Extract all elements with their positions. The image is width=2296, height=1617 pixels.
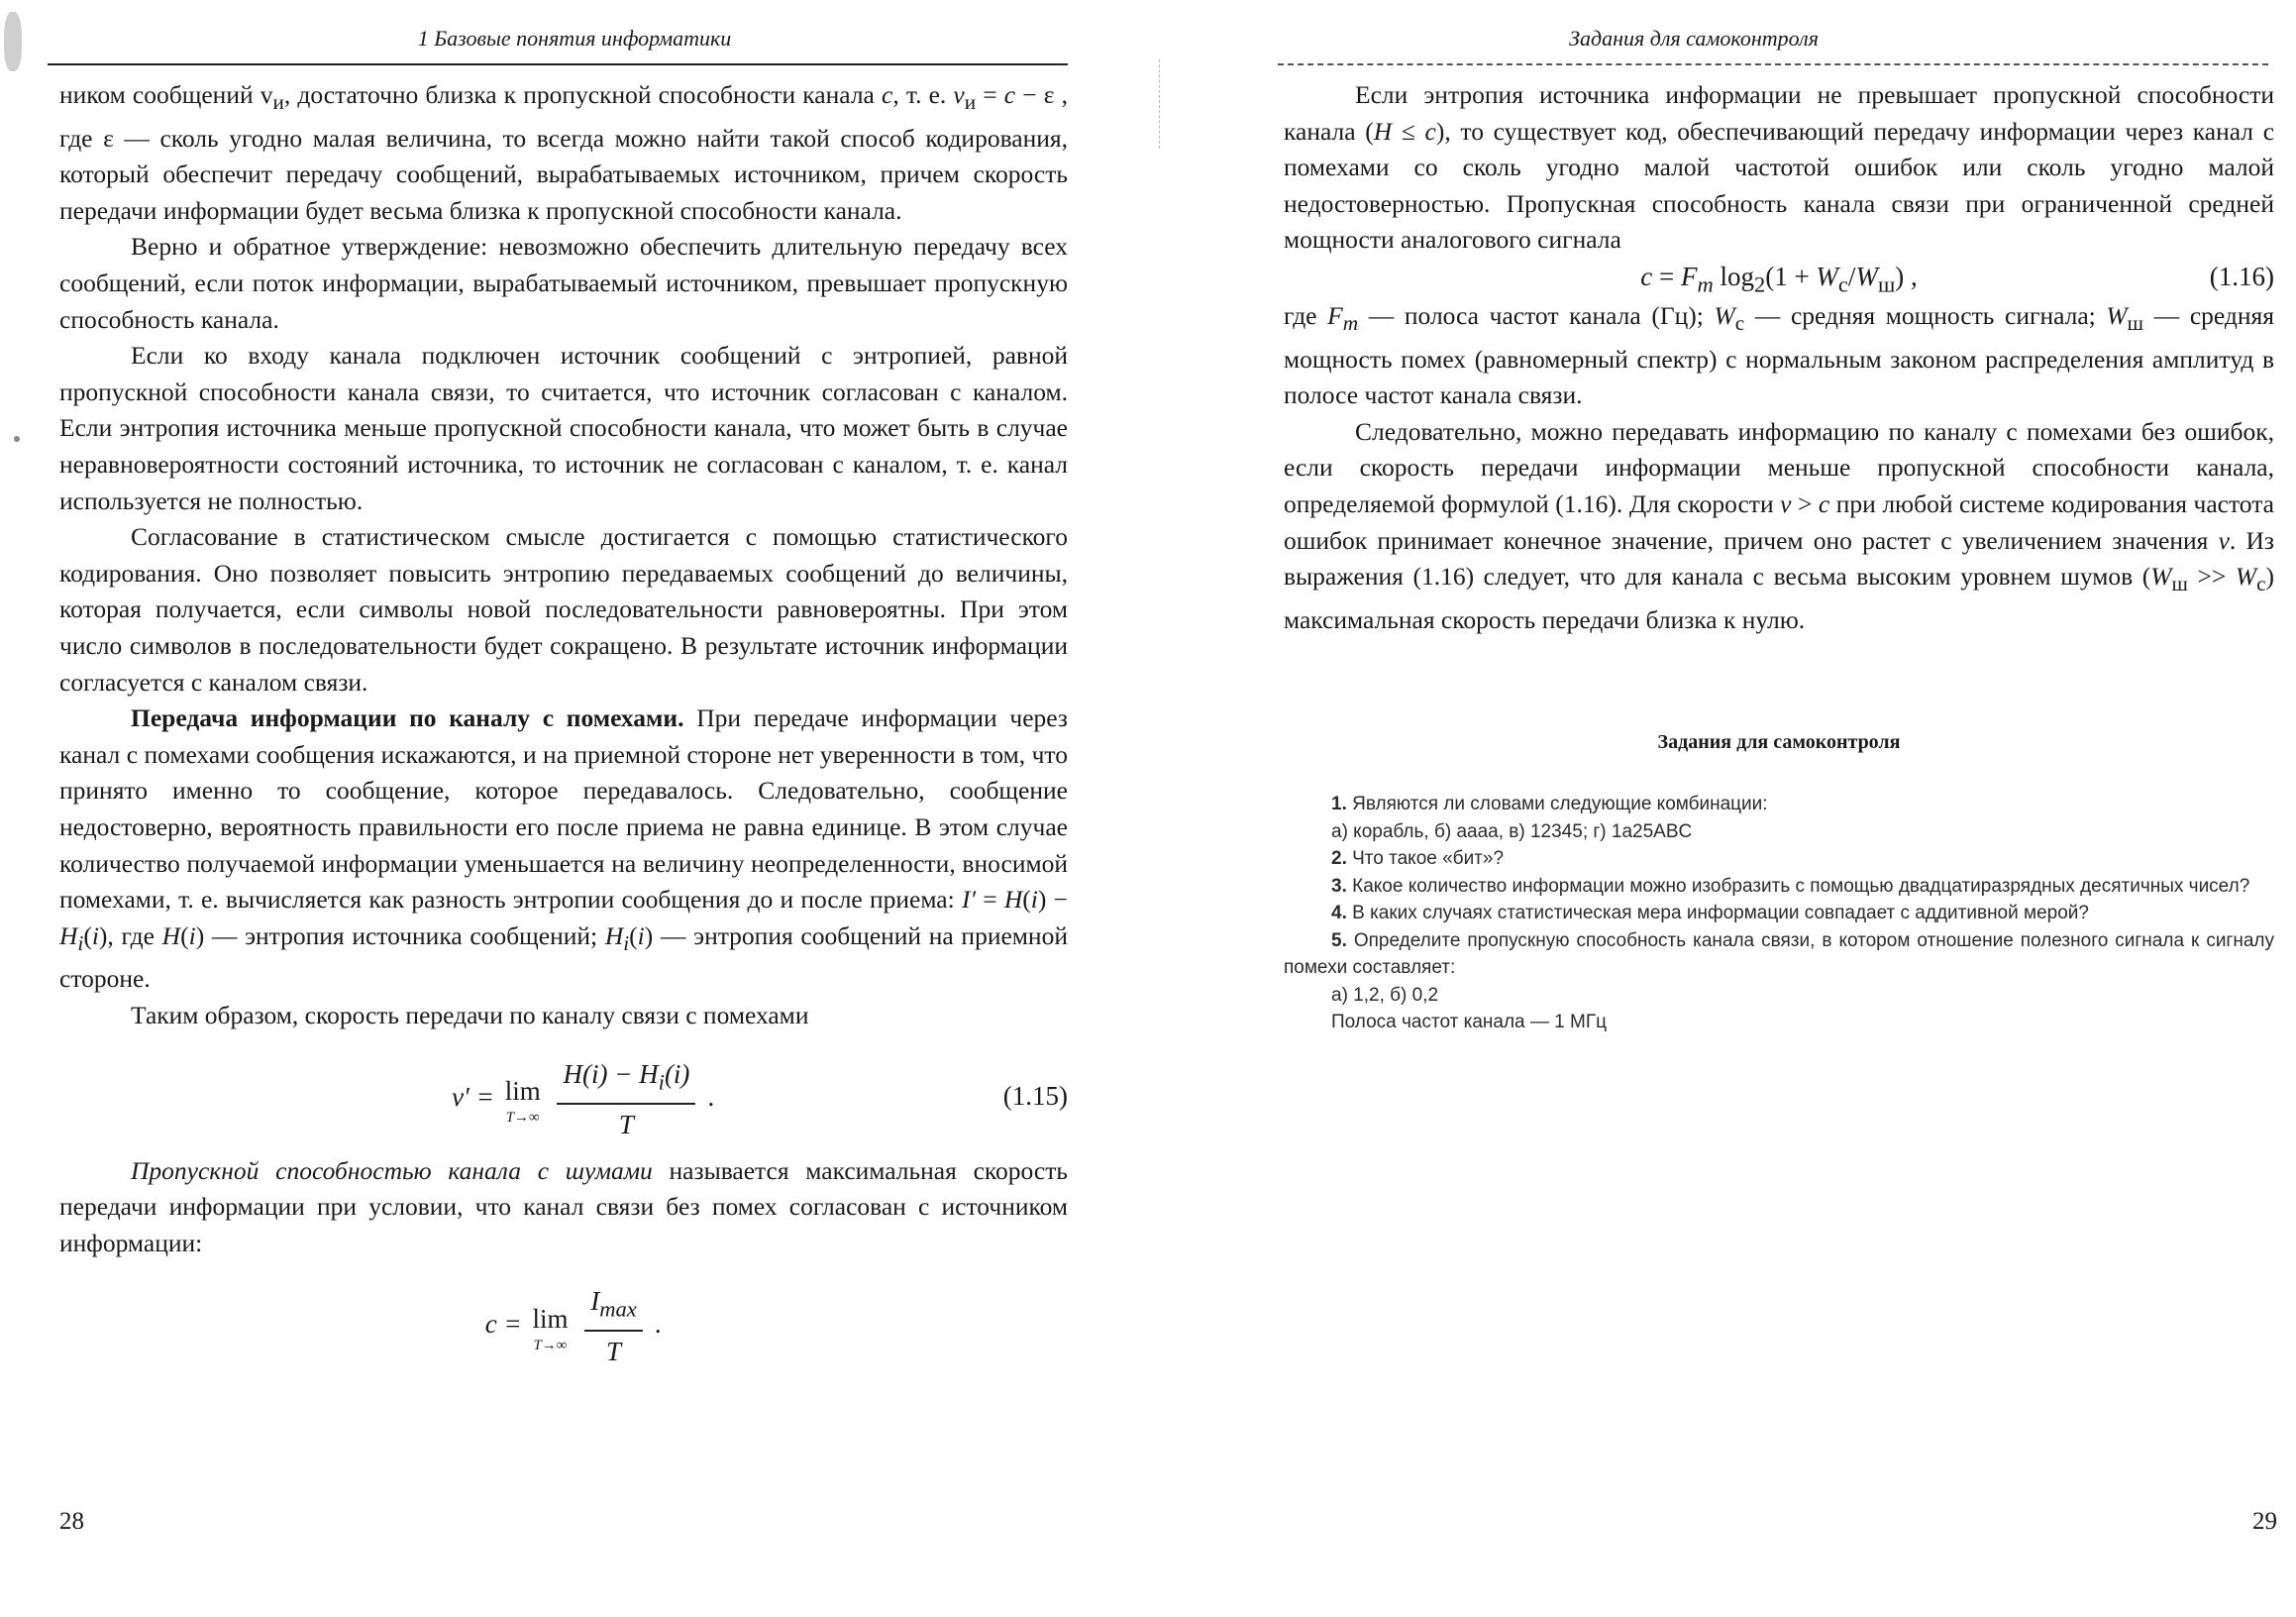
- header-rule-left: [48, 63, 1068, 65]
- right-page: [1149, 0, 2296, 1617]
- left-paragraph-3: Если ко входу канала подключен источник сообщений с энтропией, равной пропускной способности канала связи, то считается, что источник согласован с каналом. Если энтропия источника меньше пропускной способности канала, что может быть в случае неравновероятности состояний источника, то источник не согласован с каналом, т. е. канал используется не полностью.: [59, 341, 1068, 515]
- formula-1-16-expression: $c = F_m$ $\log_2(1 + W_с/W_ш)$ ,: [1640, 261, 1918, 297]
- formula-capacity-lhs: c =: [484, 1309, 522, 1340]
- task-number: 5.: [1331, 929, 1354, 951]
- formula-capacity-limit: [532, 1301, 568, 1353]
- task-item: [1284, 900, 2274, 927]
- limit-subscript: T→∞: [505, 1109, 540, 1126]
- running-head-right: Задания для самоконтроля: [1569, 26, 1819, 51]
- left-paragraph-2: Верно и обратное утверждение: невозможно обеспечить длительную передачу всех сообщений, если поток информации, вырабатываемый источником, превышает пропускную способность канала.: [59, 232, 1068, 334]
- fraction-numerator: $H(i) - H_i(i)$: [557, 1056, 695, 1105]
- running-head-left: 1 Базовые понятия информатики: [417, 26, 732, 51]
- formula-capacity-tail: .: [655, 1309, 663, 1340]
- task-number: 2.: [1331, 848, 1353, 869]
- term-channel-capacity-with-noise: Пропускной способностью канала с шумами: [131, 1155, 653, 1185]
- scan-speck: [14, 436, 20, 442]
- header-rule-right: [1278, 63, 2268, 65]
- task-text: а) корабль, б) аааа, в) 12345; г) 1а25ABC: [1331, 820, 1693, 842]
- limit-symbol: lim: [532, 1303, 569, 1334]
- self-check-task-list: [1284, 791, 2274, 1036]
- fraction-numerator: $I_{max}$: [584, 1283, 643, 1332]
- formula-1-15-fraction: [557, 1056, 695, 1143]
- page-number-right: 29: [2252, 1508, 2277, 1535]
- formula-capacity-fraction: [584, 1283, 643, 1370]
- left-paragraph-5-body: При передаче информации через канал с помехами сообщения искажаются, и на приемной стороне нет уверенности в том, что принято именно то сообщение, которое передавалось. Следовательно, сообщение недостоверно, вероятность правильности его после приема не равна единице. В этом случае количество получаемой информации уменьшается на величину неопределенности, вносимой помехами, т. е. вычисляется как разность энтропии сообщения до и после приема: $I' = H(i) - H_i(i)$, где H(i) — энтропия источника сообщений; $H_i(i)$ — энтропия сообщений на приемной стороне.: [59, 703, 1069, 994]
- task-text: Что такое «бит»?: [1352, 848, 1505, 869]
- fraction-denominator: T: [618, 1109, 634, 1139]
- formula-1-15-limit: [505, 1073, 541, 1126]
- equation-number-1-16: (1.16): [2209, 261, 2274, 291]
- task-item: [1284, 845, 2274, 873]
- fraction-denominator: T: [605, 1337, 621, 1367]
- task-item: [1284, 818, 2274, 846]
- task-text: а) 1,2, б) 0,2: [1331, 984, 1439, 1006]
- right-paragraph-3: Следовательно, можно передавать информацию по каналу с помехами без ошибок, если скорость передачи информации меньше пропускной способности канала, определяемой формулой (1.16). Для скорости v > c при любой системе кодирования частота ошибок принимает конечное значение, причем оно растет с увеличением значения v. Из выражения (1.16) следует, что для канала с весьма высоким уровнем шумов $(W_ш >> W_с)$ максимальная скорость передачи близка к нулю.: [1284, 416, 2274, 634]
- right-body-text: [1284, 77, 2274, 639]
- task-text: Определите пропускную способность канала связи, в котором отношение полезного сигнала к сигналу помехи составляет:: [1284, 929, 2275, 978]
- section-title-self-check: Задания для самоконтроля: [1657, 731, 1901, 753]
- formula-1-15-tail: .: [708, 1081, 715, 1112]
- left-paragraph-4: Согласование в статистическом смысле достигается с помощью статистического кодирования. Оно позволяет повысить энтропию передаваемых сообщений до величины, которая получается, если символы новой последовательности равновероятны. При этом число символов в последовательности будет сокращено. В результате источник информации согласуется с каналом связи.: [59, 522, 1068, 697]
- task-number: 1.: [1331, 794, 1353, 814]
- task-item: [1284, 927, 2274, 982]
- left-paragraph-6: Таким образом, скорость передачи по каналу связи с помехами: [131, 1001, 809, 1030]
- task-number: 4.: [1331, 903, 1353, 923]
- equation-number-1-15: (1.15): [1002, 1080, 1068, 1111]
- task-item: [1284, 982, 2274, 1010]
- task-text: Являются ли словами следующие комбинации:: [1352, 794, 1768, 814]
- right-paragraph-2: где $F_m$ — полоса частот канала (Гц); $W_с$ — средняя мощность сигнала; $W_ш$ — средняя мощность помех (равномерный спектр) с нормальным законом распределения амплитуд в полосе частот канала связи.: [1284, 300, 2274, 410]
- left-paragraph-7: [59, 1153, 1068, 1262]
- formula-1-15: [59, 1056, 1068, 1141]
- task-number: 3.: [1331, 875, 1353, 897]
- task-item: [1284, 873, 2274, 901]
- task-text: Какое количество информации можно изобразить с помощью двадцатиразрядных десятичных чисел?: [1352, 875, 2250, 897]
- task-item: [1284, 791, 2274, 818]
- task-text: В каких случаях статистическая мера информации совпадает с аддитивной мерой?: [1352, 903, 2089, 923]
- task-text: Полоса частот канала — 1 МГц: [1331, 1012, 1608, 1032]
- right-paragraph-1: Если энтропия источника информации не превышает пропускной способности канала (H ≤ c), то существует код, обеспечивающий передачу информации через канал с помехами со сколь угодно малой частотой ошибок или сколь угодно малой недостоверностью. Пропускная способность канала связи при ограниченной средней мощности аналогового сигнала: [1284, 80, 2275, 255]
- left-paragraph-7-body: называется максимальная скорость передачи информации при условии, что канал связи без помех согласован с источником информации:: [59, 1155, 1068, 1257]
- limit-subscript: T→∞: [533, 1337, 568, 1353]
- formula-capacity: [59, 1283, 1068, 1368]
- page-number-left: 28: [59, 1508, 84, 1535]
- formula-1-16: [1284, 259, 2274, 298]
- left-body-text: [59, 77, 1068, 1380]
- scan-corner-shadow: [4, 12, 22, 71]
- left-paragraph-5: [59, 701, 1068, 998]
- formula-1-15-lhs: v′ =: [452, 1081, 494, 1112]
- left-paragraph-1: ником сообщений $v_и$, достаточно близка к пропускной способности канала c, т. е. $v_и = c - \varepsilon$ , где ε — сколь угодно малая величина, то всегда можно найти такой способ кодирования, который обеспечит передачу сообщений, вырабатываемых источником, причем скорость передачи информации будет весьма близка к пропускной способности канала.: [59, 80, 1069, 225]
- paragraph-heading-noisy-channel: Передача информации по каналу с помехами.: [131, 703, 684, 733]
- task-item: [1284, 1009, 2274, 1036]
- limit-symbol: lim: [504, 1076, 541, 1107]
